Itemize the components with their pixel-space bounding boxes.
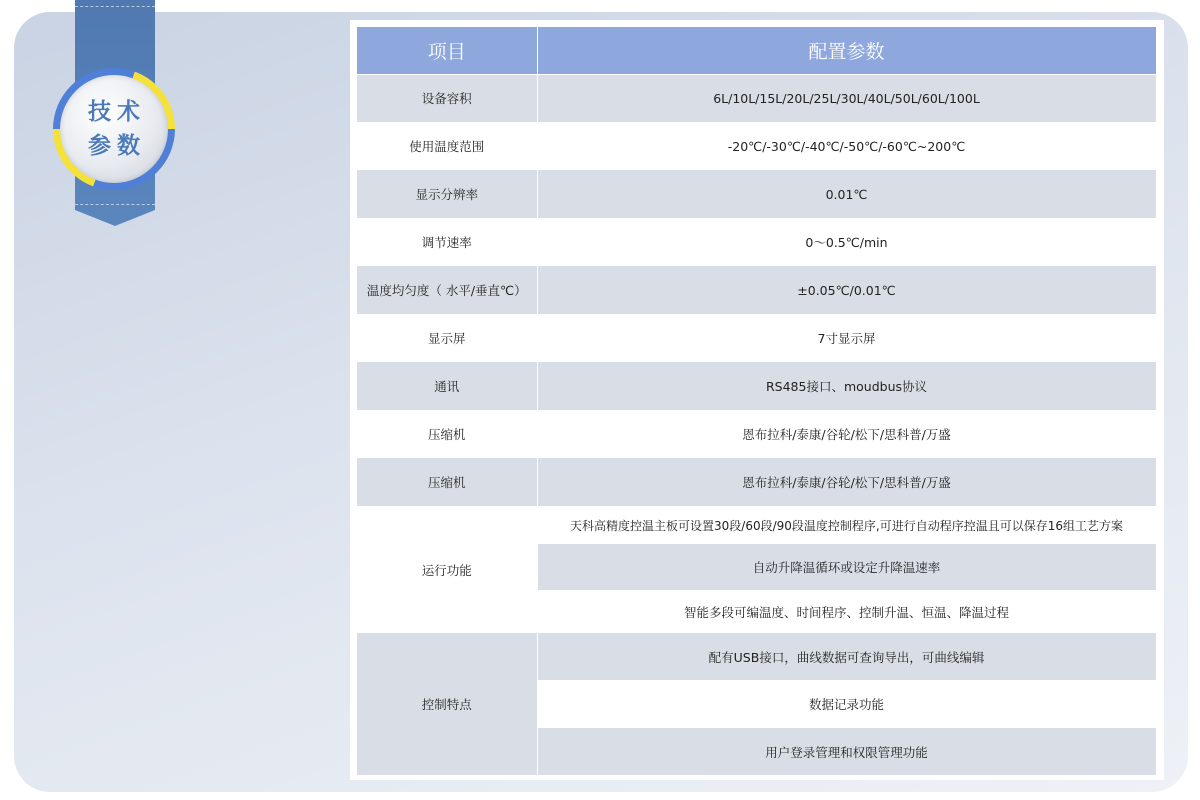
table-row [357, 266, 1156, 314]
row-label: 压缩机 [357, 458, 537, 506]
spec-table-container [350, 20, 1164, 780]
row-value: 智能多段可编温度、时间程序、控制升温、恒温、降温过程 [537, 590, 1156, 633]
header-config: 配置参数 [537, 27, 1156, 74]
row-label: 显示分辨率 [357, 170, 537, 218]
row-value: 恩布拉科/泰康/谷轮/松下/思科普/万盛 [537, 458, 1156, 506]
row-value: -20℃/-30℃/-40℃/-50℃/-60℃~200℃ [537, 122, 1156, 170]
spec-table [357, 27, 1157, 775]
row-value: 自动升降温循环或设定升降温速率 [537, 544, 1156, 590]
row-label: 显示屏 [357, 314, 537, 362]
table-row [357, 458, 1156, 506]
row-label: 压缩机 [357, 410, 537, 458]
table-row [357, 170, 1156, 218]
row-value: RS485接口、moudbus协议 [537, 362, 1156, 410]
table-header-row [357, 27, 1156, 74]
row-value: 数据记录功能 [537, 680, 1156, 728]
row-value: 6L/10L/15L/20L/25L/30L/40L/50L/60L/100L [537, 74, 1156, 122]
row-label: 使用温度范围 [357, 122, 537, 170]
header-item: 项目 [357, 27, 537, 74]
row-label: 通讯 [357, 362, 537, 410]
table-row [357, 218, 1156, 266]
badge-line-1: 技术 [88, 99, 146, 125]
table-row [357, 506, 1156, 544]
row-value: 配有USB接口，曲线数据可查询导出，可曲线编辑 [537, 633, 1156, 680]
tech-params-badge [60, 75, 168, 183]
table-row [357, 74, 1156, 122]
row-value: 用户登录管理和权限管理功能 [537, 728, 1156, 775]
row-value: 恩布拉科/泰康/谷轮/松下/思科普/万盛 [537, 410, 1156, 458]
table-row [357, 314, 1156, 362]
table-row [357, 410, 1156, 458]
table-row [357, 633, 1156, 680]
row-label: 调节速率 [357, 218, 537, 266]
row-label-run-function: 运行功能 [357, 506, 537, 633]
table-row [357, 122, 1156, 170]
row-value: 0～0.5℃/min [537, 218, 1156, 266]
row-value: 天科高精度控温主板可设置30段/60段/90段温度控制程序,可进行自动程序控温且可以保存16组工艺方案 [537, 506, 1156, 544]
row-label: 设备容积 [357, 74, 537, 122]
row-label: 温度均匀度（ 水平/垂直℃） [357, 266, 537, 314]
row-value: 0.01℃ [537, 170, 1156, 218]
row-value: ±0.05℃/0.01℃ [537, 266, 1156, 314]
row-value: 7寸显示屏 [537, 314, 1156, 362]
table-row [357, 362, 1156, 410]
badge-line-2: 参数 [88, 133, 146, 159]
row-label-control-features: 控制特点 [357, 633, 537, 775]
